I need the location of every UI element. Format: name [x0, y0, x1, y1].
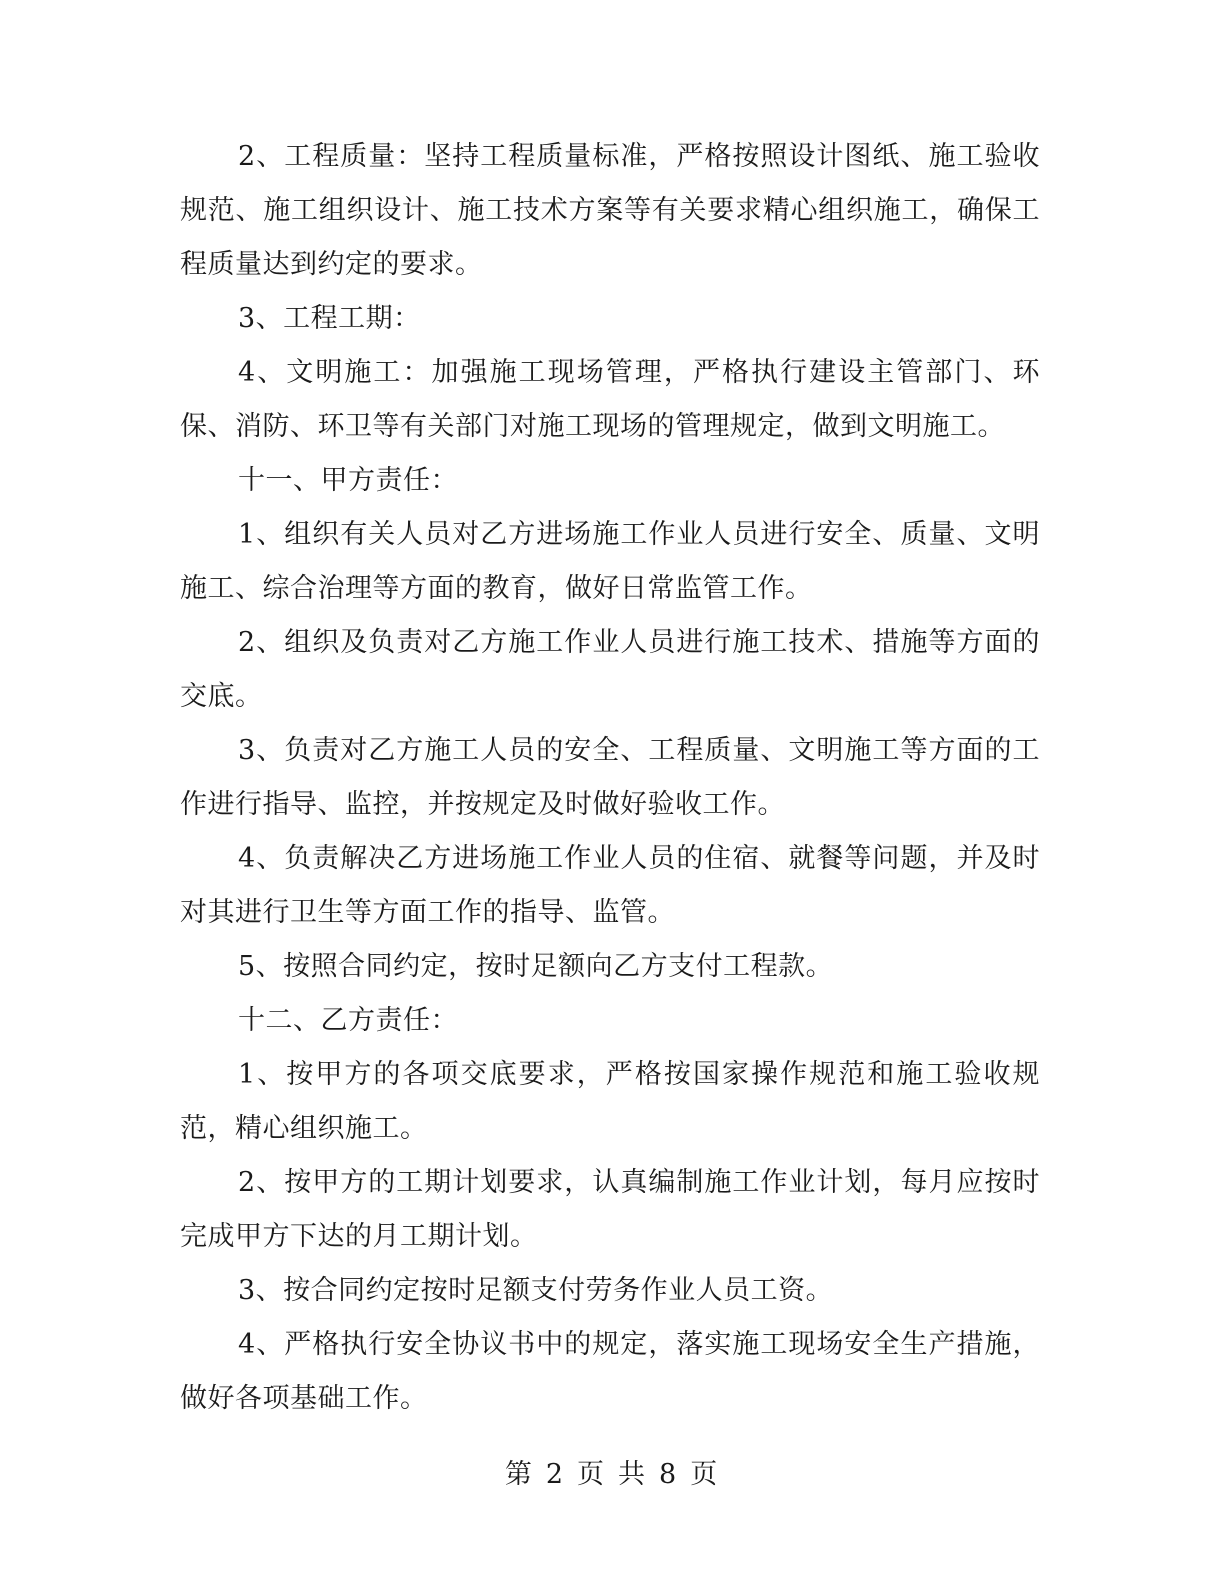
- page-footer: [0, 1455, 1224, 1495]
- paragraph-party-a-2: 2、组织及负责对乙方施工作业人员进行施工技术、措施等方面的交底。: [180, 627, 1040, 712]
- section-heading-party-a: 十一、甲方责任：: [238, 465, 458, 496]
- footer-total-word: 共: [618, 1459, 647, 1490]
- paragraph-party-b-3: 3、按合同约定按时足额支付劳务作业人员工资。: [238, 1275, 834, 1306]
- paragraph-party-a-4: 4、负责解决乙方进场施工作业人员的住宿、就餐等问题，并及时对其进行卫生等方面工作的指导、监管。: [180, 843, 1040, 928]
- paragraph-party-a-3: 3、负责对乙方施工人员的安全、工程质量、文明施工等方面的工作进行指导、监控，并按规定及时做好验收工作。: [180, 735, 1040, 820]
- paragraph-civilized-construction: 4、文明施工：加强施工现场管理，严格执行建设主管部门、环保、消防、环卫等有关部门对施工现场的管理规定，做到文明施工。: [180, 357, 1040, 442]
- footer-prefix: 第: [504, 1459, 534, 1490]
- footer-total-pages: 8: [659, 1459, 679, 1490]
- paragraph-party-b-4: 4、严格执行安全协议书中的规定，落实施工现场安全生产措施，做好各项基础工作。: [180, 1329, 1040, 1414]
- paragraph-party-a-5: 5、按照合同约定，按时足额向乙方支付工程款。: [238, 951, 834, 982]
- paragraph-quality: 2、工程质量：坚持工程质量标准，严格按照设计图纸、施工验收规范、施工组织设计、施工技术方案等有关要求精心组织施工，确保工程质量达到约定的要求。: [180, 141, 1040, 280]
- footer-page-word: 页: [577, 1459, 606, 1490]
- section-heading-party-b: 十二、乙方责任：: [238, 1005, 458, 1036]
- paragraph-party-b-2: 2、按甲方的工期计划要求，认真编制施工作业计划，每月应按时完成甲方下达的月工期计划。: [180, 1167, 1040, 1252]
- document-body: [180, 130, 1040, 1426]
- paragraph-party-a-1: 1、组织有关人员对乙方进场施工作业人员进行安全、质量、文明施工、综合治理等方面的教育，做好日常监管工作。: [180, 519, 1040, 604]
- paragraph-party-b-1: 1、按甲方的各项交底要求，严格按国家操作规范和施工验收规范，精心组织施工。: [180, 1059, 1040, 1144]
- paragraph-schedule: 3、工程工期：: [238, 303, 421, 334]
- footer-current-page: 2: [545, 1459, 565, 1490]
- footer-page-word-2: 页: [690, 1459, 720, 1490]
